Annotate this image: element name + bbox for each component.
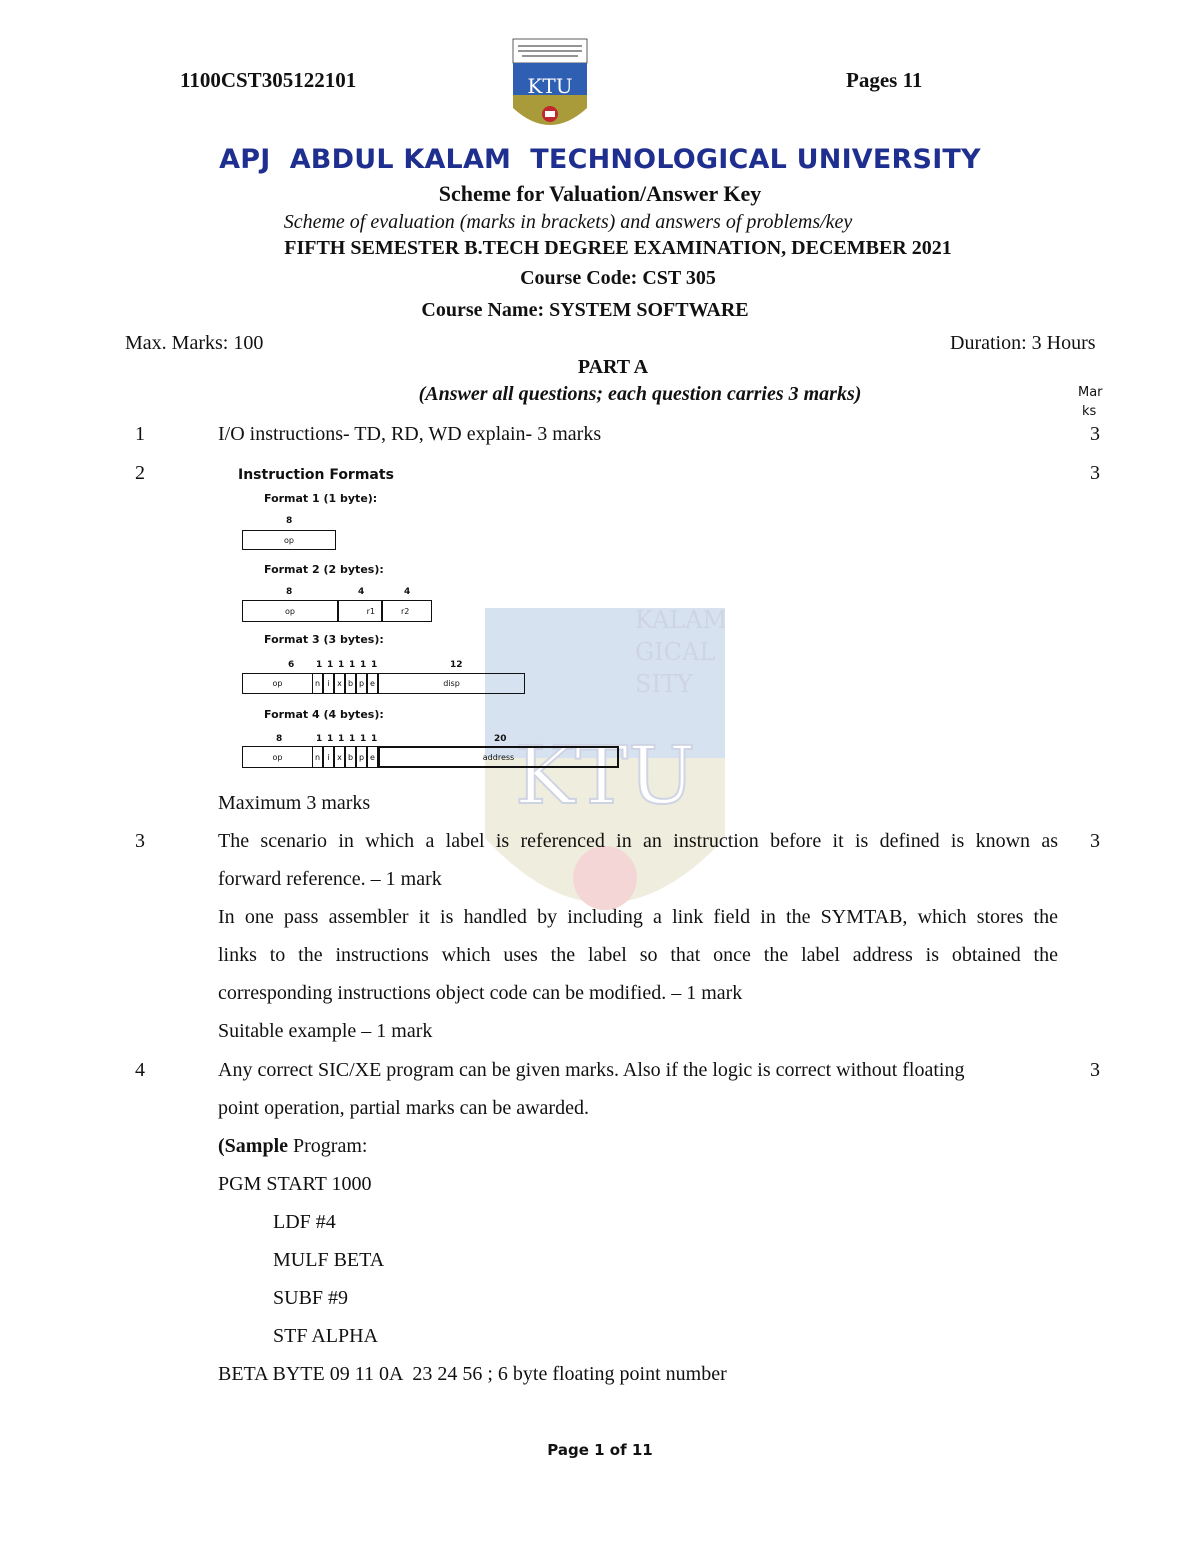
q4-sample-heading bbox=[218, 1135, 1063, 1158]
format4-i-field: i bbox=[323, 746, 334, 768]
program-line-3: MULF BETA bbox=[273, 1249, 385, 1271]
q3-line-1: The scenario in which a label is referenced in an instruction before it is defined is known as bbox=[218, 830, 1058, 852]
format4-address-field: address bbox=[378, 746, 619, 768]
format4-bits-op: 8 bbox=[276, 734, 283, 744]
program-line-2: LDF #4 bbox=[273, 1211, 336, 1233]
q4-number: 4 bbox=[135, 1059, 145, 1081]
svg-text:KTU: KTU bbox=[527, 74, 573, 98]
format3-b-field: b bbox=[345, 673, 356, 694]
format3-bits-op: 6 bbox=[288, 660, 295, 670]
format2-bits-op: 8 bbox=[286, 587, 293, 597]
program-line-5: STF ALPHA bbox=[273, 1325, 379, 1347]
format4-b-field: b bbox=[345, 746, 356, 768]
format3-bits-x: 1 bbox=[338, 660, 345, 670]
q3-line-5: corresponding instructions object code can be modified. – 1 mark bbox=[218, 982, 743, 1004]
format3-x-field: x bbox=[334, 673, 345, 694]
format1-bits: 8 bbox=[286, 516, 293, 526]
format3-bits-b: 1 bbox=[349, 660, 356, 670]
q2-marks: 3 bbox=[1090, 462, 1100, 484]
q3-line-3: In one pass assembler it is handled by including a link field in the SYMTAB, which stores the bbox=[218, 906, 1058, 928]
format4-e-field: e bbox=[367, 746, 378, 768]
svg-text:GICAL: GICAL bbox=[635, 638, 716, 666]
format4-bits-p: 1 bbox=[360, 734, 367, 744]
max-marks: Max. Marks: 100 bbox=[125, 332, 264, 354]
format1-label: Format 1 (1 byte): bbox=[264, 492, 378, 505]
marks-header-line-2: ks bbox=[1082, 404, 1097, 419]
format3-n-field: n bbox=[312, 673, 323, 694]
format3-label: Format 3 (3 bytes): bbox=[264, 633, 384, 646]
q4-line-2: point operation, partial marks can be awarded. bbox=[218, 1097, 589, 1119]
format2-op-field: op bbox=[242, 600, 338, 622]
university-logo bbox=[512, 38, 588, 134]
q2-note: Maximum 3 marks bbox=[218, 792, 371, 814]
q4-sample-rest: Program: bbox=[288, 1135, 368, 1157]
format4-bits-e: 1 bbox=[371, 734, 378, 744]
part-a-instruction: (Answer all questions; each question carries 3 marks) bbox=[418, 383, 862, 405]
program-line-1: PGM START 1000 bbox=[218, 1173, 372, 1195]
format2-r2-field: r2 bbox=[382, 600, 432, 622]
format4-p-field: p bbox=[356, 746, 367, 768]
format3-e-field: e bbox=[367, 673, 378, 694]
q1-number: 1 bbox=[135, 423, 145, 445]
scheme-note: Scheme of evaluation (marks in brackets) and answers of problems/key bbox=[283, 211, 853, 233]
course-name: Course Name: SYSTEM SOFTWARE bbox=[421, 299, 749, 321]
format4-n-field: n bbox=[312, 746, 323, 768]
svg-text:SITY: SITY bbox=[635, 670, 693, 698]
duration: Duration: 3 Hours bbox=[950, 332, 1096, 354]
format2-r1-field: r1 bbox=[338, 600, 382, 622]
q3-line-2: forward reference. – 1 mark bbox=[218, 868, 442, 890]
svg-text:KALAM: KALAM bbox=[635, 608, 725, 634]
format3-bits-n: 1 bbox=[316, 660, 323, 670]
q4-marks: 3 bbox=[1090, 1059, 1100, 1081]
format2-bits-r1: 4 bbox=[358, 587, 365, 597]
format4-bits-address: 20 bbox=[494, 734, 507, 744]
q3-line-4: links to the instructions which uses the label so that once the label address is obtained the bbox=[218, 944, 1058, 966]
university-name: APJ ABDUL KALAM TECHNOLOGICAL UNIVERSITY bbox=[219, 144, 981, 175]
q3-number: 3 bbox=[135, 830, 145, 852]
q3-marks: 3 bbox=[1090, 830, 1100, 852]
format4-bits-b: 1 bbox=[349, 734, 356, 744]
figure-title: Instruction Formats bbox=[238, 467, 394, 483]
format1-op-field: op bbox=[242, 530, 336, 550]
format3-p-field: p bbox=[356, 673, 367, 694]
program-line-4: SUBF #9 bbox=[273, 1287, 349, 1309]
format3-op-field: op bbox=[242, 673, 313, 694]
format4-bits-n: 1 bbox=[316, 734, 323, 744]
format4-bits-x: 1 bbox=[338, 734, 345, 744]
instruction-formats-figure bbox=[236, 465, 626, 775]
q1-marks: 3 bbox=[1090, 423, 1100, 445]
format3-bits-i: 1 bbox=[327, 660, 334, 670]
part-a-heading: PART A bbox=[577, 356, 649, 378]
svg-text:KTU: KTU bbox=[515, 729, 696, 822]
page-footer: Page 1 of 11 bbox=[547, 1441, 653, 1459]
page-count: Pages 11 bbox=[846, 68, 923, 92]
q4-sample-bold: (Sample bbox=[218, 1135, 288, 1157]
format3-i-field: i bbox=[323, 673, 334, 694]
marks-column-header bbox=[1078, 383, 1103, 421]
format2-label: Format 2 (2 bytes): bbox=[264, 563, 384, 576]
format3-bits-disp: 12 bbox=[450, 660, 463, 670]
format3-disp-field: disp bbox=[378, 673, 525, 694]
scheme-title: Scheme for Valuation/Answer Key bbox=[438, 181, 762, 206]
format4-bits-i: 1 bbox=[327, 734, 334, 744]
course-code: Course Code: CST 305 bbox=[520, 267, 716, 289]
format2-bits-r2: 4 bbox=[404, 587, 411, 597]
q2-number: 2 bbox=[135, 462, 145, 484]
marks-header-line-1: Mar bbox=[1078, 385, 1103, 400]
format3-bits-p: 1 bbox=[360, 660, 367, 670]
q4-line-1: Any correct SIC/XE program can be given marks. Also if the logic is correct without floating bbox=[218, 1059, 965, 1081]
format4-op-field: op bbox=[242, 746, 313, 768]
document-code: 1100CST305122101 bbox=[180, 68, 357, 92]
format4-label: Format 4 (4 bytes): bbox=[264, 708, 384, 721]
q1-text: I/O instructions- TD, RD, WD explain- 3 marks bbox=[218, 423, 602, 445]
format4-x-field: x bbox=[334, 746, 345, 768]
exam-title: FIFTH SEMESTER B.TECH DEGREE EXAMINATION, DECEMBER 2021 bbox=[284, 237, 952, 259]
program-line-6: BETA BYTE 09 11 0A 23 24 56 ; 6 byte floating point number bbox=[218, 1363, 727, 1385]
format3-bits-e: 1 bbox=[371, 660, 378, 670]
q3-line-6: Suitable example – 1 mark bbox=[218, 1020, 433, 1042]
